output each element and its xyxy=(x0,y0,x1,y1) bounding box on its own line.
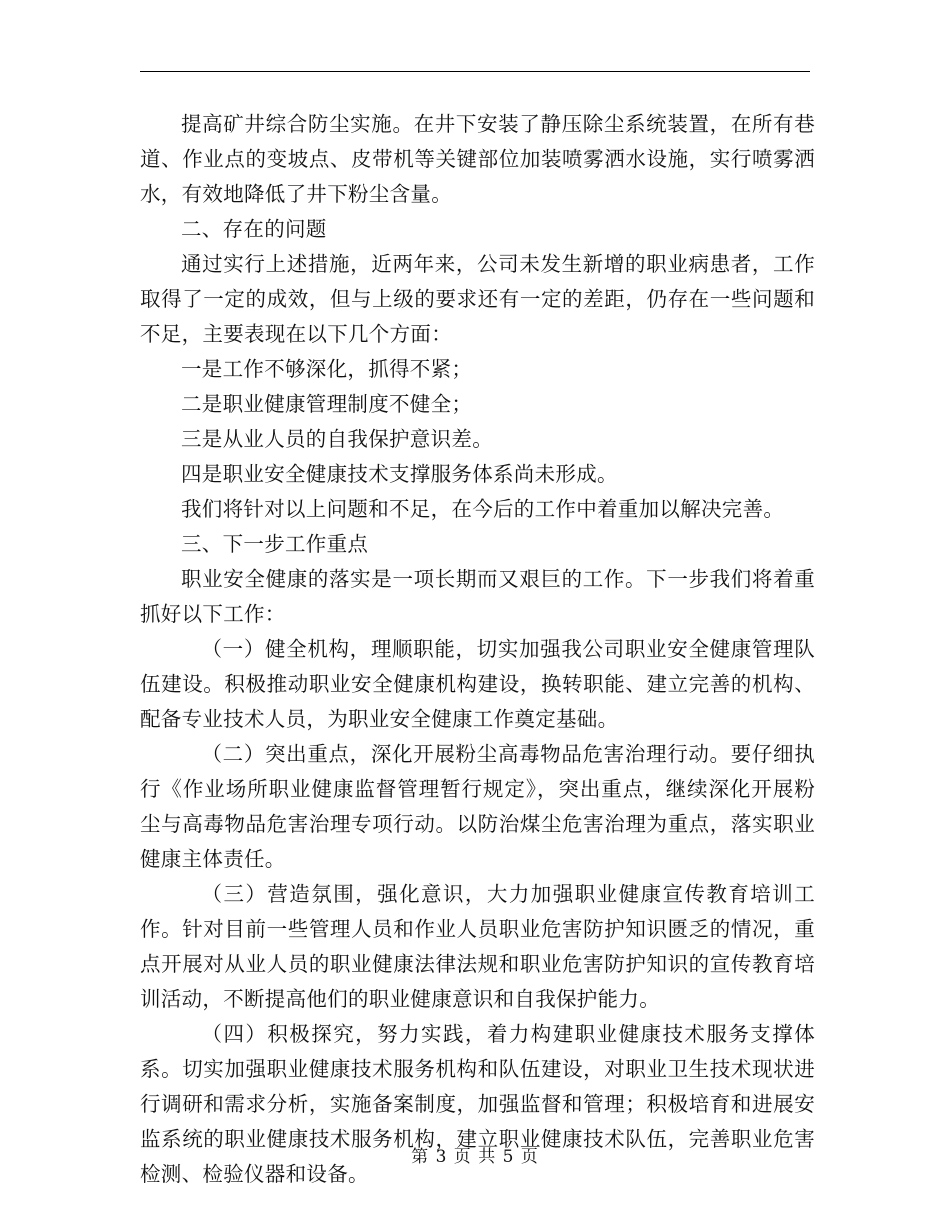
header-rule xyxy=(140,71,810,72)
paragraph-next-steps-intro: 职业安全健康的落实是一项长期而又艰巨的工作。下一步我们将着重抓好以下工作： xyxy=(140,567,815,626)
page-number-footer: 第 3 页 共 5 页 xyxy=(411,1147,539,1167)
paragraph-resolution: 我们将针对以上问题和不足，在今后的工作中着重加以解决完善。 xyxy=(181,497,785,521)
paragraph-problems-intro: 通过实行上述措施，近两年来，公司未发生新增的职业病患者，工作取得了一定的成效，但与上级的要求还有一定的差距，仍存在一些问题和不足，主要表现在以下几个方面： xyxy=(140,252,815,346)
list-item-problem-1: 一是工作不够深化，抓得不紧； xyxy=(181,357,473,381)
paragraph-item-2-key-points: （二）突出重点，深化开展粉尘高毒物品危害治理行动。要仔细执行《作业场所职业健康监督管理暂行规定》，突出重点，继续深化开展粉尘与高毒物品危害治理专项行动。以防治煤尘危害治理为重点，落实职业健康主体责任。 xyxy=(140,742,815,871)
paragraph-item-3-training: （三）营造氛围，强化意识，大力加强职业健康宣传教育培训工作。针对目前一些管理人员和作业人员职业危害防护知识匮乏的情况，重点开展对从业人员的职业健康法律法规和职业危害防护知识的宣传教育培训活动，不断提高他们的职业健康意识和自我保护能力。 xyxy=(140,882,815,1011)
paragraph-item-4-technical-services: （四）积极探究，努力实践，着力构建职业健康技术服务支撑体系。切实加强职业健康技术服务机构和队伍建设，对职业卫生技术现状进行调研和需求分析，实施备案制度，加强监督和管理；积极培育和进展安监系统的职业健康技术服务机构，建立职业健康技术队伍，完善职业危害检测、检验仪器和设备。 xyxy=(140,1022,815,1186)
paragraph-dust-prevention: 提高矿井综合防尘实施。在井下安装了静压除尘系统装置，在所有巷道、作业点的变坡点、皮带机等关键部位加装喷雾洒水设施，实行喷雾洒水，有效地降低了井下粉尘含量。 xyxy=(140,112,815,206)
list-item-problem-4: 四是职业安全健康技术支撑服务体系尚未形成。 xyxy=(181,462,618,486)
document-body xyxy=(140,107,815,1192)
section-heading-next-steps: 三、下一步工作重点 xyxy=(181,532,369,556)
list-item-problem-3: 三是从业人员的自我保护意识差。 xyxy=(181,427,493,451)
paragraph-item-1-organization: （一）健全机构，理顺职能，切实加强我公司职业安全健康管理队伍建设。积极推动职业安全健康机构建设，换转职能、建立完善的机构、配备专业技术人员，为职业安全健康工作奠定基础。 xyxy=(140,637,815,731)
section-heading-problems: 二、存在的问题 xyxy=(181,217,327,241)
list-item-problem-2: 二是职业健康管理制度不健全； xyxy=(181,392,473,416)
